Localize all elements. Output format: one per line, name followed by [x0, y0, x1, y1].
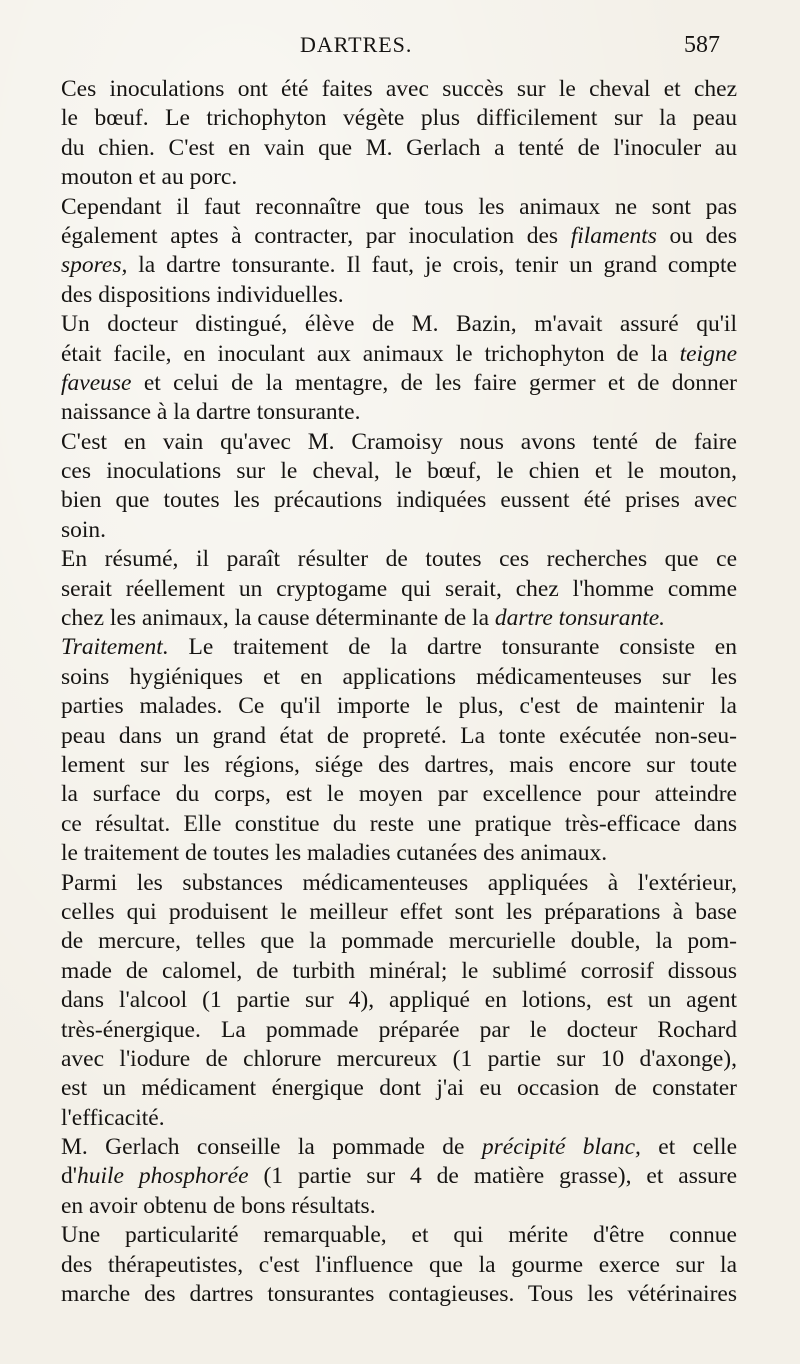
text-line: également aptes à contracter, par inoculation des filaments ou des [61, 222, 737, 249]
text-line: avec l'iodure de chlorure mercureux (1 partie sur 10 d'axonge), [61, 1045, 737, 1072]
text-line: était facile, en inoculant aux animaux le trichophyton de la teigne [61, 340, 737, 367]
text-line: Ces inoculations ont été faites avec succès sur le cheval et chez [61, 76, 737, 102]
text-line: soins hygiéniques et en applications médicamenteuses sur les [61, 663, 737, 690]
text-line: la surface du corps, est le moyen par excellence pour atteindre [61, 781, 737, 808]
text-line: serait réellement un cryptogame qui serait, chez l'homme comme [61, 575, 737, 602]
text-line: chez les animaux, la cause déterminante de la dartre tonsurante. [61, 605, 666, 632]
text-line: des dispositions individuelles. [61, 281, 344, 308]
text-line: du chien. C'est en vain que M. Gerlach a tenté de l'inoculer au [61, 134, 737, 161]
text-line: peau dans un grand état de propreté. La tonte exécutée non-seu- [61, 722, 737, 749]
text-line: spores, la dartre tonsurante. Il faut, je crois, tenir un grand compte [61, 252, 737, 279]
text-line: Parmi les substances médicamenteuses appliquées à l'extérieur, [61, 869, 737, 896]
text-line: Une particularité remarquable, et qui mérite d'être connue [61, 1222, 737, 1249]
text-line: d'huile phosphorée (1 partie sur 4 de matière grasse), et assure [61, 1163, 737, 1190]
text-line: Traitement. Le traitement de la dartre tonsurante consiste en [61, 634, 737, 661]
text-line: C'est en vain qu'avec M. Cramoisy nous avons tenté de faire [61, 428, 737, 455]
text-line: ce résultat. Elle constitue du reste une pratique très-efficace dans [61, 810, 737, 837]
text-line: très-énergique. La pommade préparée par le docteur Rochard [61, 1016, 737, 1043]
text-line: de mercure, telles que la pommade mercurielle double, la pom- [61, 928, 737, 955]
body-text [61, 75, 737, 1309]
text-line: faveuse et celui de la mentagre, de les faire germer et de donner [61, 369, 737, 396]
text-line: mouton et au porc. [61, 164, 238, 191]
text-line: celles qui produisent le meilleur effet sont les préparations à base [61, 898, 737, 925]
text-line: ces inoculations sur le cheval, le bœuf, le chien et le mouton, [61, 458, 737, 485]
text-line: Cependant il faut reconnaître que tous les animaux ne sont pas [61, 193, 737, 220]
text-line: le traitement de toutes les maladies cutanées des animaux. [61, 840, 608, 867]
running-head: DARTRES. [300, 32, 413, 57]
text-line: parties malades. Ce qu'il importe le plus, c'est de maintenir la [61, 693, 737, 720]
page-number: 587 [684, 32, 720, 58]
text-line: Un docteur distingué, élève de M. Bazin, m'avait assuré qu'il [61, 311, 737, 338]
text-line: En résumé, il paraît résulter de toutes ces recherches que ce [61, 546, 737, 573]
text-line: marche des dartres tonsurantes contagieuses. Tous les vétérinaires [61, 1281, 737, 1308]
text-line: M. Gerlach conseille la pommade de précipité blanc, et celle [61, 1134, 737, 1161]
text-line: lement sur les régions, siége des dartres, mais encore sur toute [61, 751, 737, 778]
text-line: made de calomel, de turbith minéral; le sublimé corrosif dissous [61, 957, 737, 984]
text-line: dans l'alcool (1 partie sur 4), appliqué en lotions, est un agent [61, 987, 737, 1014]
text-line: le bœuf. Le trichophyton végète plus difficilement sur la peau [61, 105, 737, 132]
text-line: naissance à la dartre tonsurante. [61, 399, 361, 426]
text-line: des thérapeutistes, c'est l'influence que la gourme exerce sur la [61, 1251, 737, 1278]
text-line: l'efficacité. [61, 1104, 165, 1131]
text-line: soin. [61, 516, 107, 543]
text-line: est un médicament énergique dont j'ai eu occasion de constater [61, 1075, 737, 1102]
text-line: bien que toutes les précautions indiquées eussent été prises avec [61, 487, 737, 514]
page-header [0, 30, 800, 64]
text-line: en avoir obtenu de bons résultats. [61, 1192, 376, 1219]
